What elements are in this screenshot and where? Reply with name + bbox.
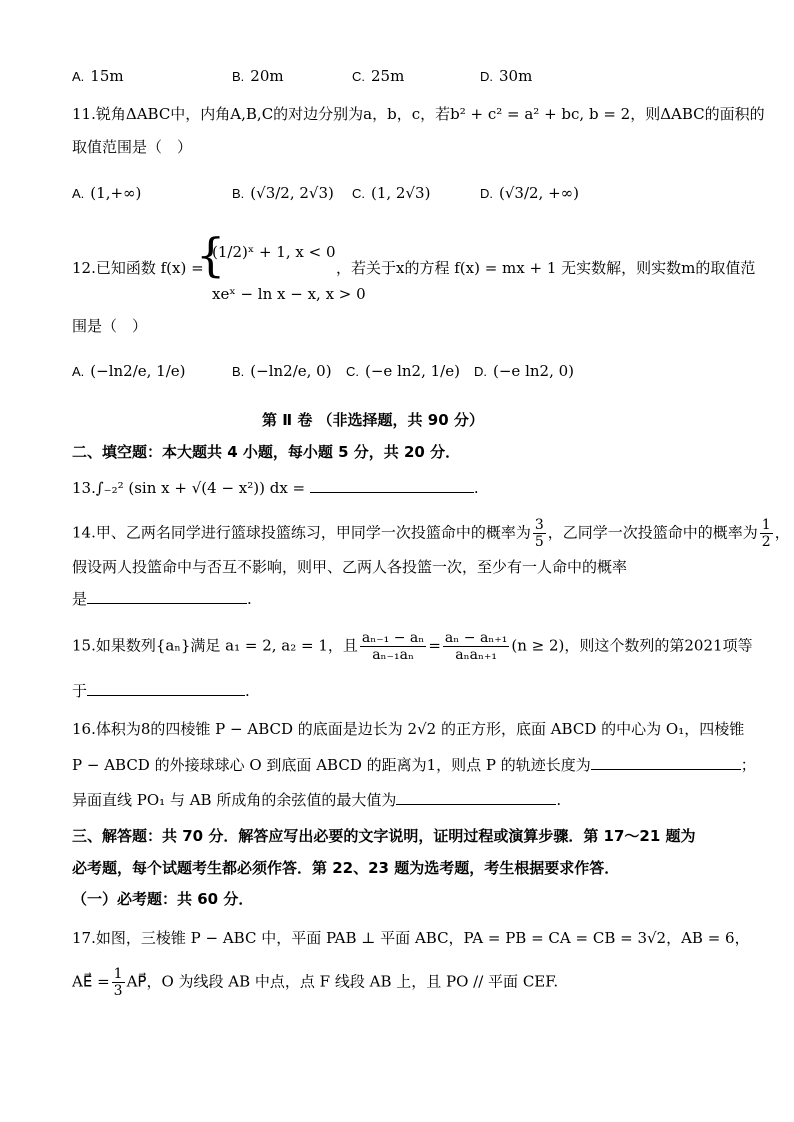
q12-prefix: 12.已知函数 f(x) = [72,259,204,277]
q15-line1: 15.如果数列{aₙ}满足 a₁ = 2, a₂ = 1，且 $\frac{\text{aₙ₋₁ − aₙ}}{\text{aₙ₋₁aₙ}}$ = $\frac{\text{aₙ − aₙ₊₁}}{\text{aₙaₙ₊₁}}$ (n ≥ 2)，则这个数列的第2021项等 [72,630,753,663]
q14-line1: 14.甲、乙两名同学进行篮球投篮练习，甲同学一次投篮命中的概率为 $\frac{3}{5}$ ，乙同学一次投篮命中的概率为 $\frac{1}{2}$ ， [72,517,790,550]
q13-answer-blank[interactable] [310,478,474,493]
q17-line2: AE⃗ = $\frac{1}{3}$ AP⃗，O 为线段 AB 中点，点 F 线段 AB 上，且 PO // 平面 CEF. [72,966,559,999]
q10-option-b: B. 20m [232,67,284,85]
q11-option-a: A. (1,+∞) [72,184,142,202]
q12-option-b: B. (−ln2/e, 0) [232,362,332,380]
q15-fraction-1: $\frac{\text{aₙ₋₁ − aₙ}}{\text{aₙ₋₁aₙ}}$ [361,630,425,663]
q12-brace: { [196,228,226,282]
q10-option-d: D. 30m [480,67,533,85]
q16-line1: 16.体积为8的四棱锥 P − ABCD 的底面是边长为 2√2 的正方形，底面 ABCD 的中心为 O₁，四棱锥 [72,720,745,738]
q10-option-c: C. 25m [352,67,405,85]
q12-case2: xeˣ − ln x − x, x > 0 [212,285,366,303]
q16-answer-blank-1[interactable] [591,755,741,770]
q15-answer-blank[interactable] [87,681,245,696]
q15-fraction-2: $\frac{\text{aₙ − aₙ₊₁}}{\text{aₙaₙ₊₁}}$ [444,630,508,663]
q11-line2: 取值范围是（ ） [72,138,193,156]
q14-line2: 假设两人投篮命中与否互不影响，则甲、乙两人各投篮一次，至少有一人命中的概率 [72,558,628,576]
q16-line2: P − ABCD 的外接球球心 O 到底面 ABCD 的距离为1，则点 P 的轨迹长度为 ； [72,756,756,774]
q16-line3: 异面直线 PO₁ 与 AB 所成角的余弦值的最大值为 . [72,791,562,809]
q11-option-c: C. (1, 2√3) [352,184,431,202]
section3-line1: 三、解答题：共 70 分．解答应写出必要的文字说明，证明过程或演算步骤．第 17～21 题为 [72,827,696,845]
q17-fraction: $\frac{1}{3}$ [113,966,123,999]
section2-title: 二、填空题：本大题共 4 小题，每小题 5 分，共 20 分． [72,443,461,461]
part2-title: 第 Ⅱ 卷 （非选择题，共 90 分） [262,411,484,429]
q17-line1: 17.如图，三棱锥 P − ABC 中，平面 PAB ⊥ 平面 ABC，PA = PB = CA = CB = 3√2，AB = 6， [72,929,750,947]
q10-option-a: A. 15m [72,67,124,85]
section3-line3: （一）必考题：共 60 分． [72,890,254,908]
q13-text: 13.∫₋₂² (sin x + √(4 − x²)) dx = . [72,479,479,497]
q12-line2: 围是（ ） [72,317,148,335]
q12-option-c: C. (−e ln2, 1/e) [346,362,460,380]
q14-fraction-2: $\frac{1}{2}$ [761,517,771,550]
q11-option-b: B. (√3/2, 2√3) [232,184,334,202]
q12-suffix: ，若关于x的方程 f(x) = mx + 1 无实数解，则实数m的取值范 [336,259,756,277]
q15-line2: 于 . [72,682,250,700]
q14-line3: 是 . [72,590,252,608]
q12-case1: (1/2)ˣ + 1, x < 0 [212,243,336,261]
section3-line2: 必考题，每个试题考生都必须作答．第 22、23 题为选考题，考生根据要求作答． [72,859,620,877]
q14-answer-blank[interactable] [87,589,247,604]
q11-option-d: D. (√3/2, +∞) [480,184,580,202]
q12-option-a: A. (−ln2/e, 1/e) [72,362,186,380]
q16-answer-blank-2[interactable] [396,790,556,805]
q14-fraction-1: $\frac{3}{5}$ [534,517,544,550]
q12-option-d: D. (−e ln2, 0) [474,362,574,380]
q11-line1: 11.锐角ΔABC中，内角A,B,C的对边分别为a，b，c，若b² + c² = a² + bc, b = 2，则ΔABC的面积的 [72,105,765,123]
